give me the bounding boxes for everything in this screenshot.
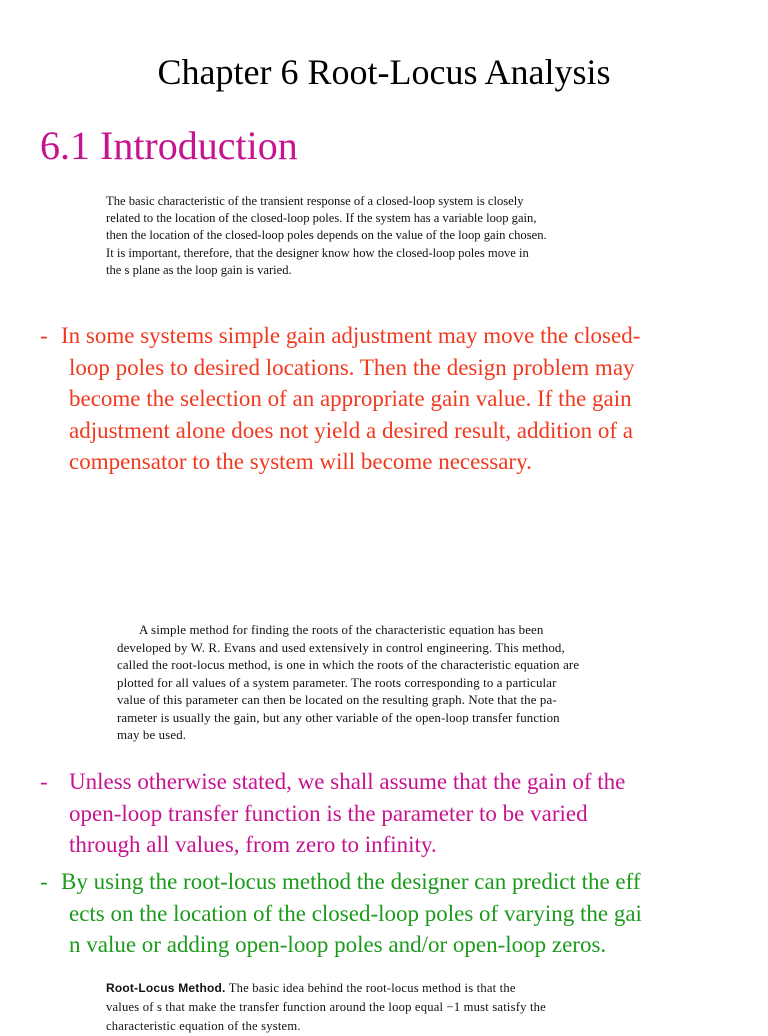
- bullet-line: open-loop transfer function is the parameter to be varied: [69, 800, 588, 826]
- bullet-line: adjustment alone does not yield a desired result, addition of a: [69, 417, 633, 443]
- bullet-line: By using the root-locus method the designer can predict the eff: [61, 869, 641, 894]
- bullet-line: n value or adding open-loop poles and/or open-loop zeros.: [69, 932, 607, 957]
- scan-line: characteristic equation of the system.: [106, 1019, 301, 1033]
- bullet-gain-parameter: [40, 766, 625, 861]
- scanned-excerpt-transient-response: [106, 193, 547, 279]
- scan-line: developed by W. R. Evans and used extensively in control engineering. This method,: [117, 640, 565, 655]
- scan-line: the s plane as the loop gain is varied.: [106, 262, 292, 277]
- bullet-line: through all values, from zero to infinity.: [69, 832, 437, 857]
- bullet-dash: -: [40, 769, 48, 794]
- bullet-line: ects on the location of the closed-loop poles of varying the gai: [69, 900, 642, 926]
- chapter-title: Chapter 6 Root-Locus Analysis: [157, 52, 611, 92]
- scan-line: [106, 979, 546, 998]
- scan-line-text: The basic idea behind the root-locus method is that the: [228, 981, 516, 995]
- scan-lead-heading: Root-Locus Method.: [106, 981, 226, 995]
- bullet-gain-adjustment: [40, 320, 640, 478]
- scan-line: may be used.: [117, 728, 187, 742]
- section-title: 6.1 Introduction: [40, 123, 298, 168]
- scan-line: It is important, therefore, that the designer know how the closed-loop poles move in: [106, 245, 529, 260]
- bullet-line: compensator to the system will become necessary.: [69, 449, 532, 474]
- bullet-dash: -: [40, 869, 48, 894]
- scan-line: then the location of the closed-loop poles depends on the value of the loop gain chosen.: [106, 228, 547, 243]
- scan-line: values of s that make the transfer function around the loop equal −1 must satisfy the: [106, 1000, 546, 1014]
- scan-line: related to the location of the closed-loop poles. If the system has a variable loop gain,: [106, 211, 537, 226]
- bullet-line: Unless otherwise stated, we shall assume that the gain of the: [69, 769, 626, 794]
- bullet-dash: -: [40, 323, 48, 348]
- scan-line: rameter is usually the gain, but any other variable of the open-loop transfer function: [117, 710, 560, 725]
- scan-line: called the root-locus method, is one in which the roots of the characteristic equation are: [117, 658, 580, 672]
- bullet-line: loop poles to desired locations. Then the design problem may: [69, 354, 635, 380]
- bullet-root-locus-prediction: [40, 866, 642, 961]
- bullet-line: In some systems simple gain adjustment may move the closed-: [61, 323, 641, 348]
- scan-line: The basic characteristic of the transient response of a closed-loop system is closely: [106, 194, 524, 208]
- scan-line: A simple method for finding the roots of the characteristic equation has been: [139, 623, 544, 637]
- scan-line: value of this parameter can then be located on the resulting graph. Note that the pa-: [117, 693, 557, 707]
- scanned-excerpt-root-locus-method: [117, 622, 579, 745]
- scanned-excerpt-basic-idea: [106, 979, 546, 1036]
- scan-line: plotted for all values of a system parameter. The roots corresponding to a particular: [117, 675, 557, 690]
- bullet-line: become the selection of an appropriate gain value. If the gain: [69, 386, 632, 411]
